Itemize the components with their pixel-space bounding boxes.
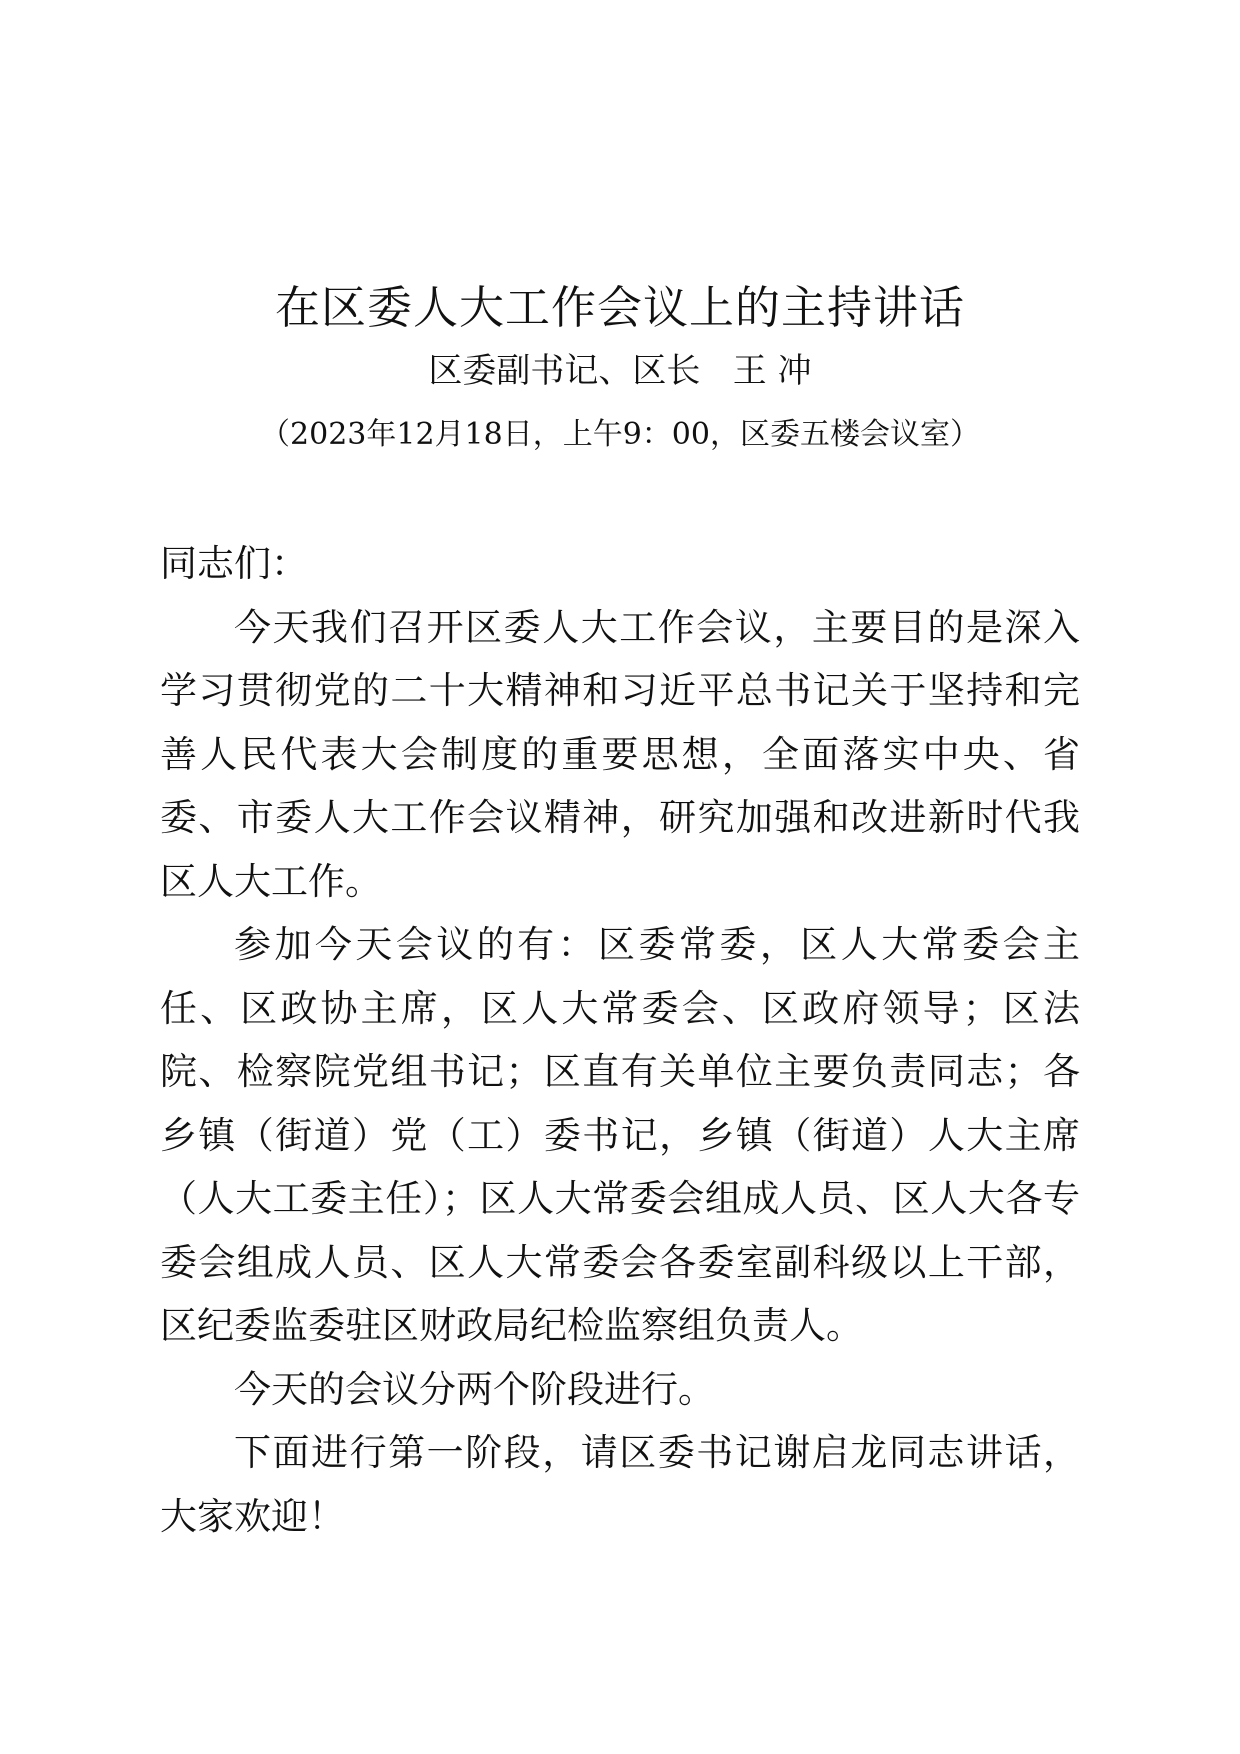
- speech-body: [160, 532, 1080, 1548]
- speaker-byline: 区委副书记、区长 王 冲: [428, 351, 812, 391]
- paragraph-attendees: 参加今天会议的有：区委常委，区人大常委会主任、区政协主席，区人大常委会、区政府领导；区法院、检察院党组书记；区直有关单位主要负责同志；各乡镇（街道）党（工）委书记，乡镇（街道）人大主席（人大工委主任）；区人大常委会组成人员、区人大各专委会组成人员、区人大常委会各委室副科级以上干部，区纪委监委驻区财政局纪检监察组负责人。: [160, 923, 1080, 1347]
- meeting-date-location: （2023年12月18日，上午9：00，区委五楼会议室）: [260, 417, 980, 452]
- paragraph-first-stage: 下面进行第一阶段，请区委书记谢启龙同志讲话，大家欢迎！: [160, 1431, 1080, 1538]
- salutation: 同志们：: [160, 542, 308, 585]
- paragraph-purpose: 今天我们召开区委人大工作会议，主要目的是深入学习贯彻党的二十大精神和习近平总书记关于坚持和完善人民代表大会制度的重要思想，全面落实中央、省委、市委人大工作会议精神，研究加强和改进新时代我区人大工作。: [160, 605, 1080, 903]
- paragraph-stages: 今天的会议分两个阶段进行。: [234, 1367, 715, 1411]
- document-title: 在区委人大工作会议上的主持讲话: [274, 281, 965, 334]
